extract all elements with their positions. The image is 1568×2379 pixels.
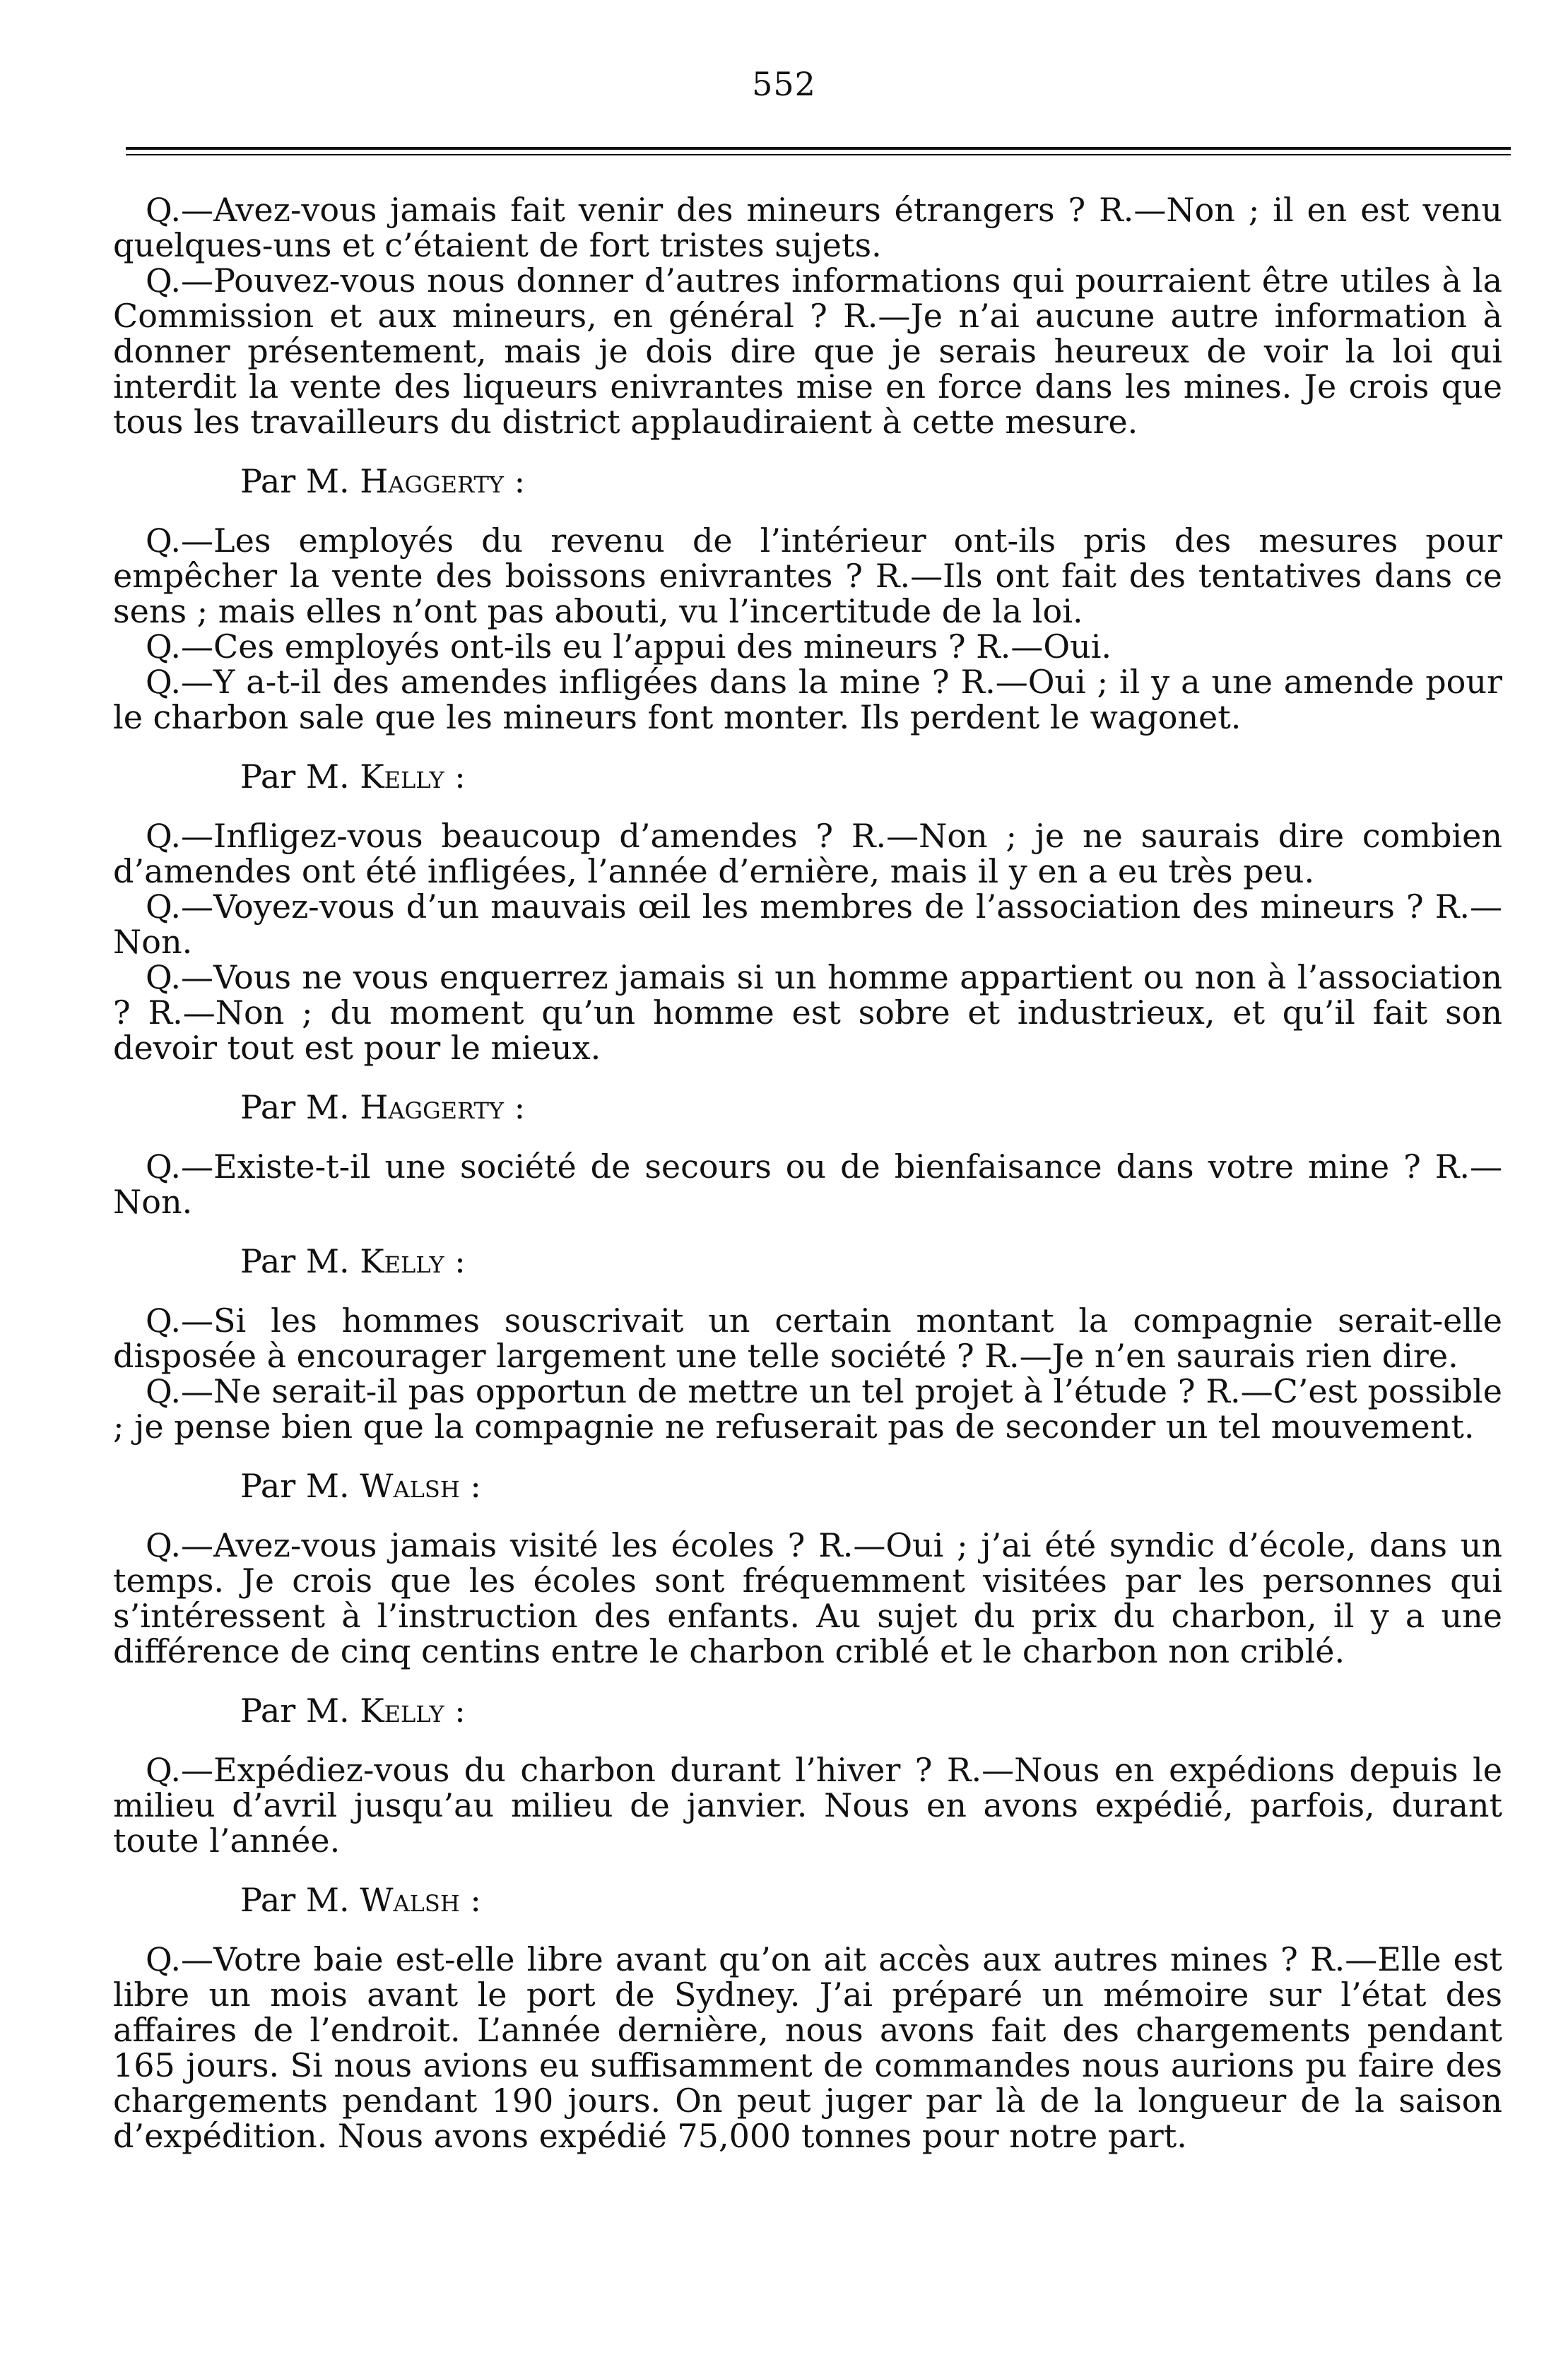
speaker-prefix: Par M.: [240, 757, 350, 796]
speaker-prefix: Par M.: [240, 1692, 350, 1730]
paragraph: Q.—Les employés du revenu de l’intérieur ont-ils pris des mesures pour empêcher la vente des boissons enivrantes ? R.—Ils ont fait des tentatives dans ce sens ; mais elles n’ont pas abouti, vu l’incertitude de la loi.: [113, 521, 1502, 630]
speaker-name: Kelly :: [360, 757, 466, 796]
speaker-name: Kelly :: [360, 1242, 466, 1280]
paragraph: Q.—Avez-vous jamais fait venir des mineurs étrangers ? R.—Non ; il en est venu quelques-uns et c’étaient de fort tristes sujets.: [113, 191, 1502, 264]
speaker-heading: [240, 1090, 1502, 1125]
speaker-prefix: Par M.: [240, 1088, 350, 1126]
speaker-name: Haggerty :: [360, 462, 526, 500]
paragraph: Q.—Pouvez-vous nous donner d’autres informations qui pourraient être utiles à la Commission et aux mineurs, en général ? R.—Je n’ai aucune autre information à donner présentement, mais je dois dire que je serais heureux de voir la loi qui interdit la vente des liqueurs enivrantes mise en force dans les mines. Je crois que tous les travailleurs du district applaudiraient à cette mesure.: [113, 261, 1502, 441]
speaker-name: Haggerty :: [360, 1088, 526, 1126]
paragraph: Q.—Votre baie est-elle libre avant qu’on ait accès aux autres mines ? R.—Elle est libre un mois avant le port de Sydney. J’ai préparé un mémoire sur l’état des affaires de l’endroit. L’année dernière, nous avons fait des chargements pendant 165 jours. Si nous avions eu suffisamment de commandes nous aurions pu faire des chargements pendant 190 jours. On peut juger par là de la longueur de la saison d’expédition. Nous avons expédié 75,000 tonnes pour notre part.: [113, 1940, 1502, 2155]
paragraph: Q.—Voyez-vous d’un mauvais œil les membres de l’association des mineurs ? R.—Non.: [113, 887, 1502, 961]
header-rule-thin: [126, 154, 1511, 155]
paragraph: Q.—Avez-vous jamais visité les écoles ? R.—Oui ; j’ai été syndic d’école, dans un temps. Je crois que les écoles sont fréquemment visitées par les personnes qui s’intéressent à l’instruction des enfants. Au sujet du prix du charbon, il y a une différence de cinq centins entre le charbon criblé et le charbon non criblé.: [113, 1526, 1502, 1670]
speaker-heading: [240, 1693, 1502, 1728]
paragraph: Q.—Y a-t-il des amendes infligées dans la mine ? R.—Oui ; il y a une amende pour le charbon sale que les mineurs font monter. Ils perdent le wagonet.: [113, 663, 1502, 736]
paragraph: Q.—Infligez-vous beaucoup d’amendes ? R.—Non ; je ne saurais dire combien d’amendes ont été infligées, l’année d’ernière, mais il y en a eu très peu.: [113, 817, 1502, 890]
speaker-heading: [240, 1882, 1502, 1918]
paragraph: Q.—Vous ne vous enquerrez jamais si un homme appartient ou non à l’association ? R.—Non ; du moment qu’un homme est sobre et industrieux, et qu’il fait son devoir tout est pour le mieux.: [113, 958, 1502, 1067]
speaker-prefix: Par M.: [240, 462, 350, 500]
page-number: 552: [752, 65, 816, 103]
paragraph: Q.—Ne serait-il pas opportun de mettre un tel projet à l’étude ? R.—C’est possible ; je pense bien que la compagnie ne refuserait pas de seconder un tel mouvement.: [113, 1372, 1502, 1446]
speaker-name: Kelly :: [360, 1692, 466, 1730]
speaker-name: Walsh :: [360, 1467, 481, 1505]
speaker-heading: [240, 1244, 1502, 1279]
speaker-heading: [240, 1468, 1502, 1504]
speaker-prefix: Par M.: [240, 1881, 350, 1919]
speaker-prefix: Par M.: [240, 1242, 350, 1280]
paragraph: Q.—Existe-t-il une société de secours ou de bienfaisance dans votre mine ? R.—Non.: [113, 1147, 1502, 1221]
speaker-heading: [240, 464, 1502, 499]
body-text: [113, 192, 1502, 2154]
speaker-name: Walsh :: [360, 1881, 481, 1919]
header-rule: [126, 147, 1511, 150]
speaker-heading: [240, 759, 1502, 794]
paragraph: Q.—Ces employés ont-ils eu l’appui des mineurs ? R.—Oui.: [146, 627, 1112, 666]
paragraph: Q.—Expédiez-vous du charbon durant l’hiver ? R.—Nous en expédions depuis le milieu d’avril jusqu’au milieu de janvier. Nous en avons expédié, parfois, durant toute l’année.: [113, 1751, 1502, 1860]
paragraph: Q.—Si les hommes souscrivait un certain montant la compagnie serait-elle disposée à encourager largement une telle société ? R.—Je n’en saurais rien dire.: [113, 1301, 1502, 1375]
speaker-prefix: Par M.: [240, 1467, 350, 1505]
